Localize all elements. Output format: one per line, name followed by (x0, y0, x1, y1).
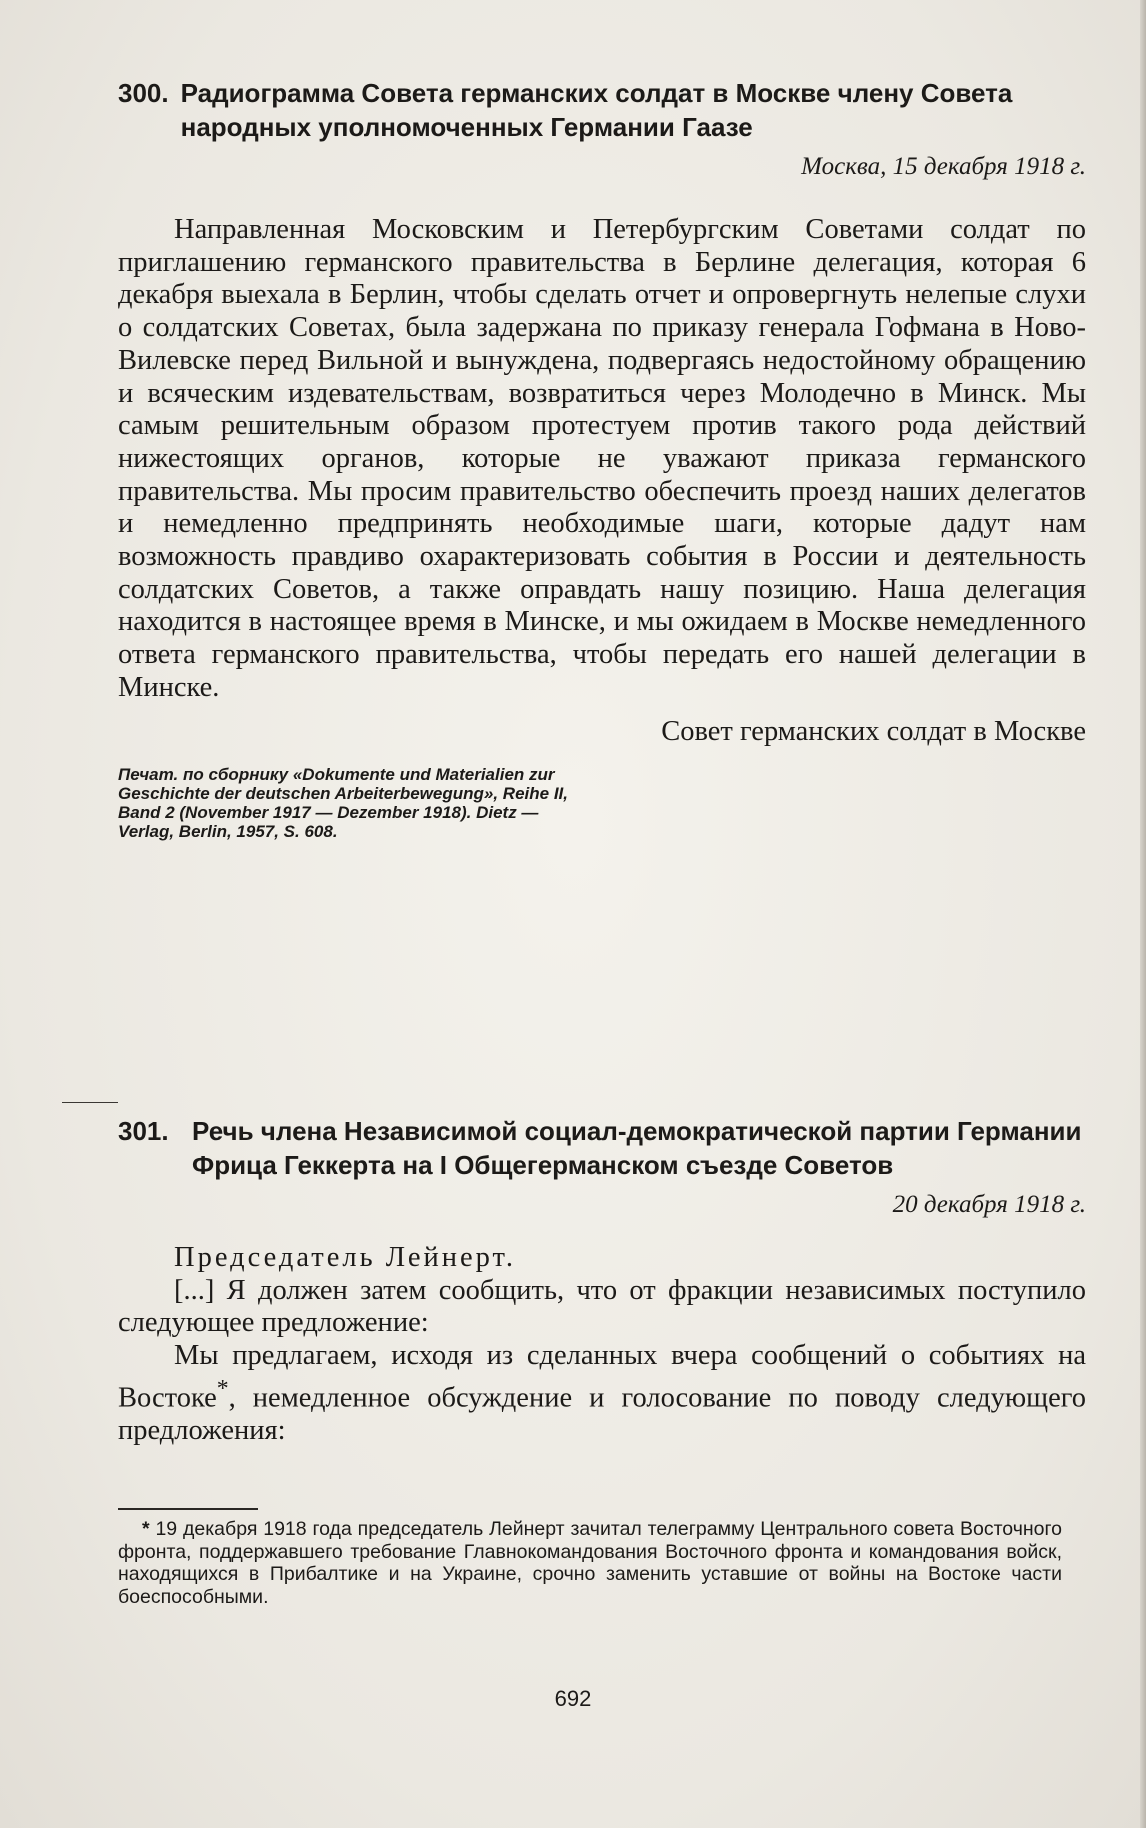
document-300 (118, 76, 1086, 841)
speaker-label: Председатель Лейнерт. (174, 1242, 516, 1273)
document-300-signature: Совет германских солдат в Москве (661, 715, 1086, 747)
section-divider (62, 1102, 118, 1103)
document-300-number: 300. (118, 78, 169, 108)
paragraph-2-text-after: , немедленное обсуждение и голосование по поводу следующего предложения: (118, 1382, 1086, 1447)
paragraph-2-text-before: Мы предлагаем, исходя из сделанных вчера сообщений о событиях на Востоке (118, 1340, 1086, 1414)
document-300-title: Радиограмма Совета германских солдат в Москве члену Совета народных уполномоченных Германии Гаазе (180, 78, 1013, 142)
footnote-text: 19 декабря 1918 года председатель Лейнерт зачитал телеграмму Центрального совета Восточного фронта, поддержавшего требование Главнокомандования Восточного фронта и командования войск, находящихся в Прибалтике и на Украине, срочно заменить уставшие от войны на Востоке части боеспособными. (118, 1518, 1062, 1608)
document-300-heading (118, 76, 1086, 144)
document-301-paragraph-1: [...] Я должен затем сообщить, что от фракции независимых поступило следующее предложение: (118, 1274, 1086, 1339)
document-301-number: 301. (118, 1116, 169, 1146)
document-301 (118, 1114, 1086, 1448)
footnote-mark: * (142, 1518, 150, 1540)
footnote (118, 1518, 1062, 1608)
document-301-title: Речь члена Независимой социал-демократической партии Германии Фрица Геккерта на I Общегерманском съезде Советов (192, 1116, 1082, 1180)
document-300-source-note: Печат. по сборнику «Dokumente und Materialien zur Geschichte der deutschen Arbeiterbewegung», Reihe II, Band 2 (November 1917 — Dezember 1918). Dietz — Verlag, Berlin, 1957, S. 608. (118, 764, 568, 841)
page-number: 692 (554, 1686, 592, 1711)
footnote-reference[interactable]: * (216, 1375, 229, 1402)
document-301-dateline: 20 декабря 1918 г. (892, 1191, 1086, 1218)
document-300-dateline: Москва, 15 декабря 1918 г. (801, 153, 1086, 180)
footnote-divider (118, 1508, 258, 1510)
page-edge-shadow (1140, 0, 1146, 1828)
document-300-body: Направленная Московским и Петербургским Советами солдат по приглашению германского правительства в Берлине делегация, которая 6 декабря выехала в Берлин, чтобы сделать отчет и опровергнуть нелепые слухи о солдатских Советах, была задержана по приказу генерала Гофмана в Ново-Вилевске перед Вильной и вынуждена, подвергаясь недостойному обращению и всяческим издевательствам, возвратиться через Молодечно в Минск. Мы самым решительным образом протестуем против такого рода действий нижестоящих органов, которые не уважают приказа германского правительства. Мы просим правительство обеспечить проезд наших делегатов и немедленно предпринять необходимые шаги, которые дадут нам возможность правдиво охарактеризовать события в России и деятельность солдатских Советов, а также оправдать нашу позицию. Наша делегация находится в настоящее время в Минске, и мы ожидаем в Москве немедленного ответа германского правительства, чтобы передать его нашей делегации в Минске. (118, 214, 1086, 703)
document-301-paragraph-2 (118, 1340, 1086, 1448)
document-301-heading (118, 1114, 1086, 1182)
